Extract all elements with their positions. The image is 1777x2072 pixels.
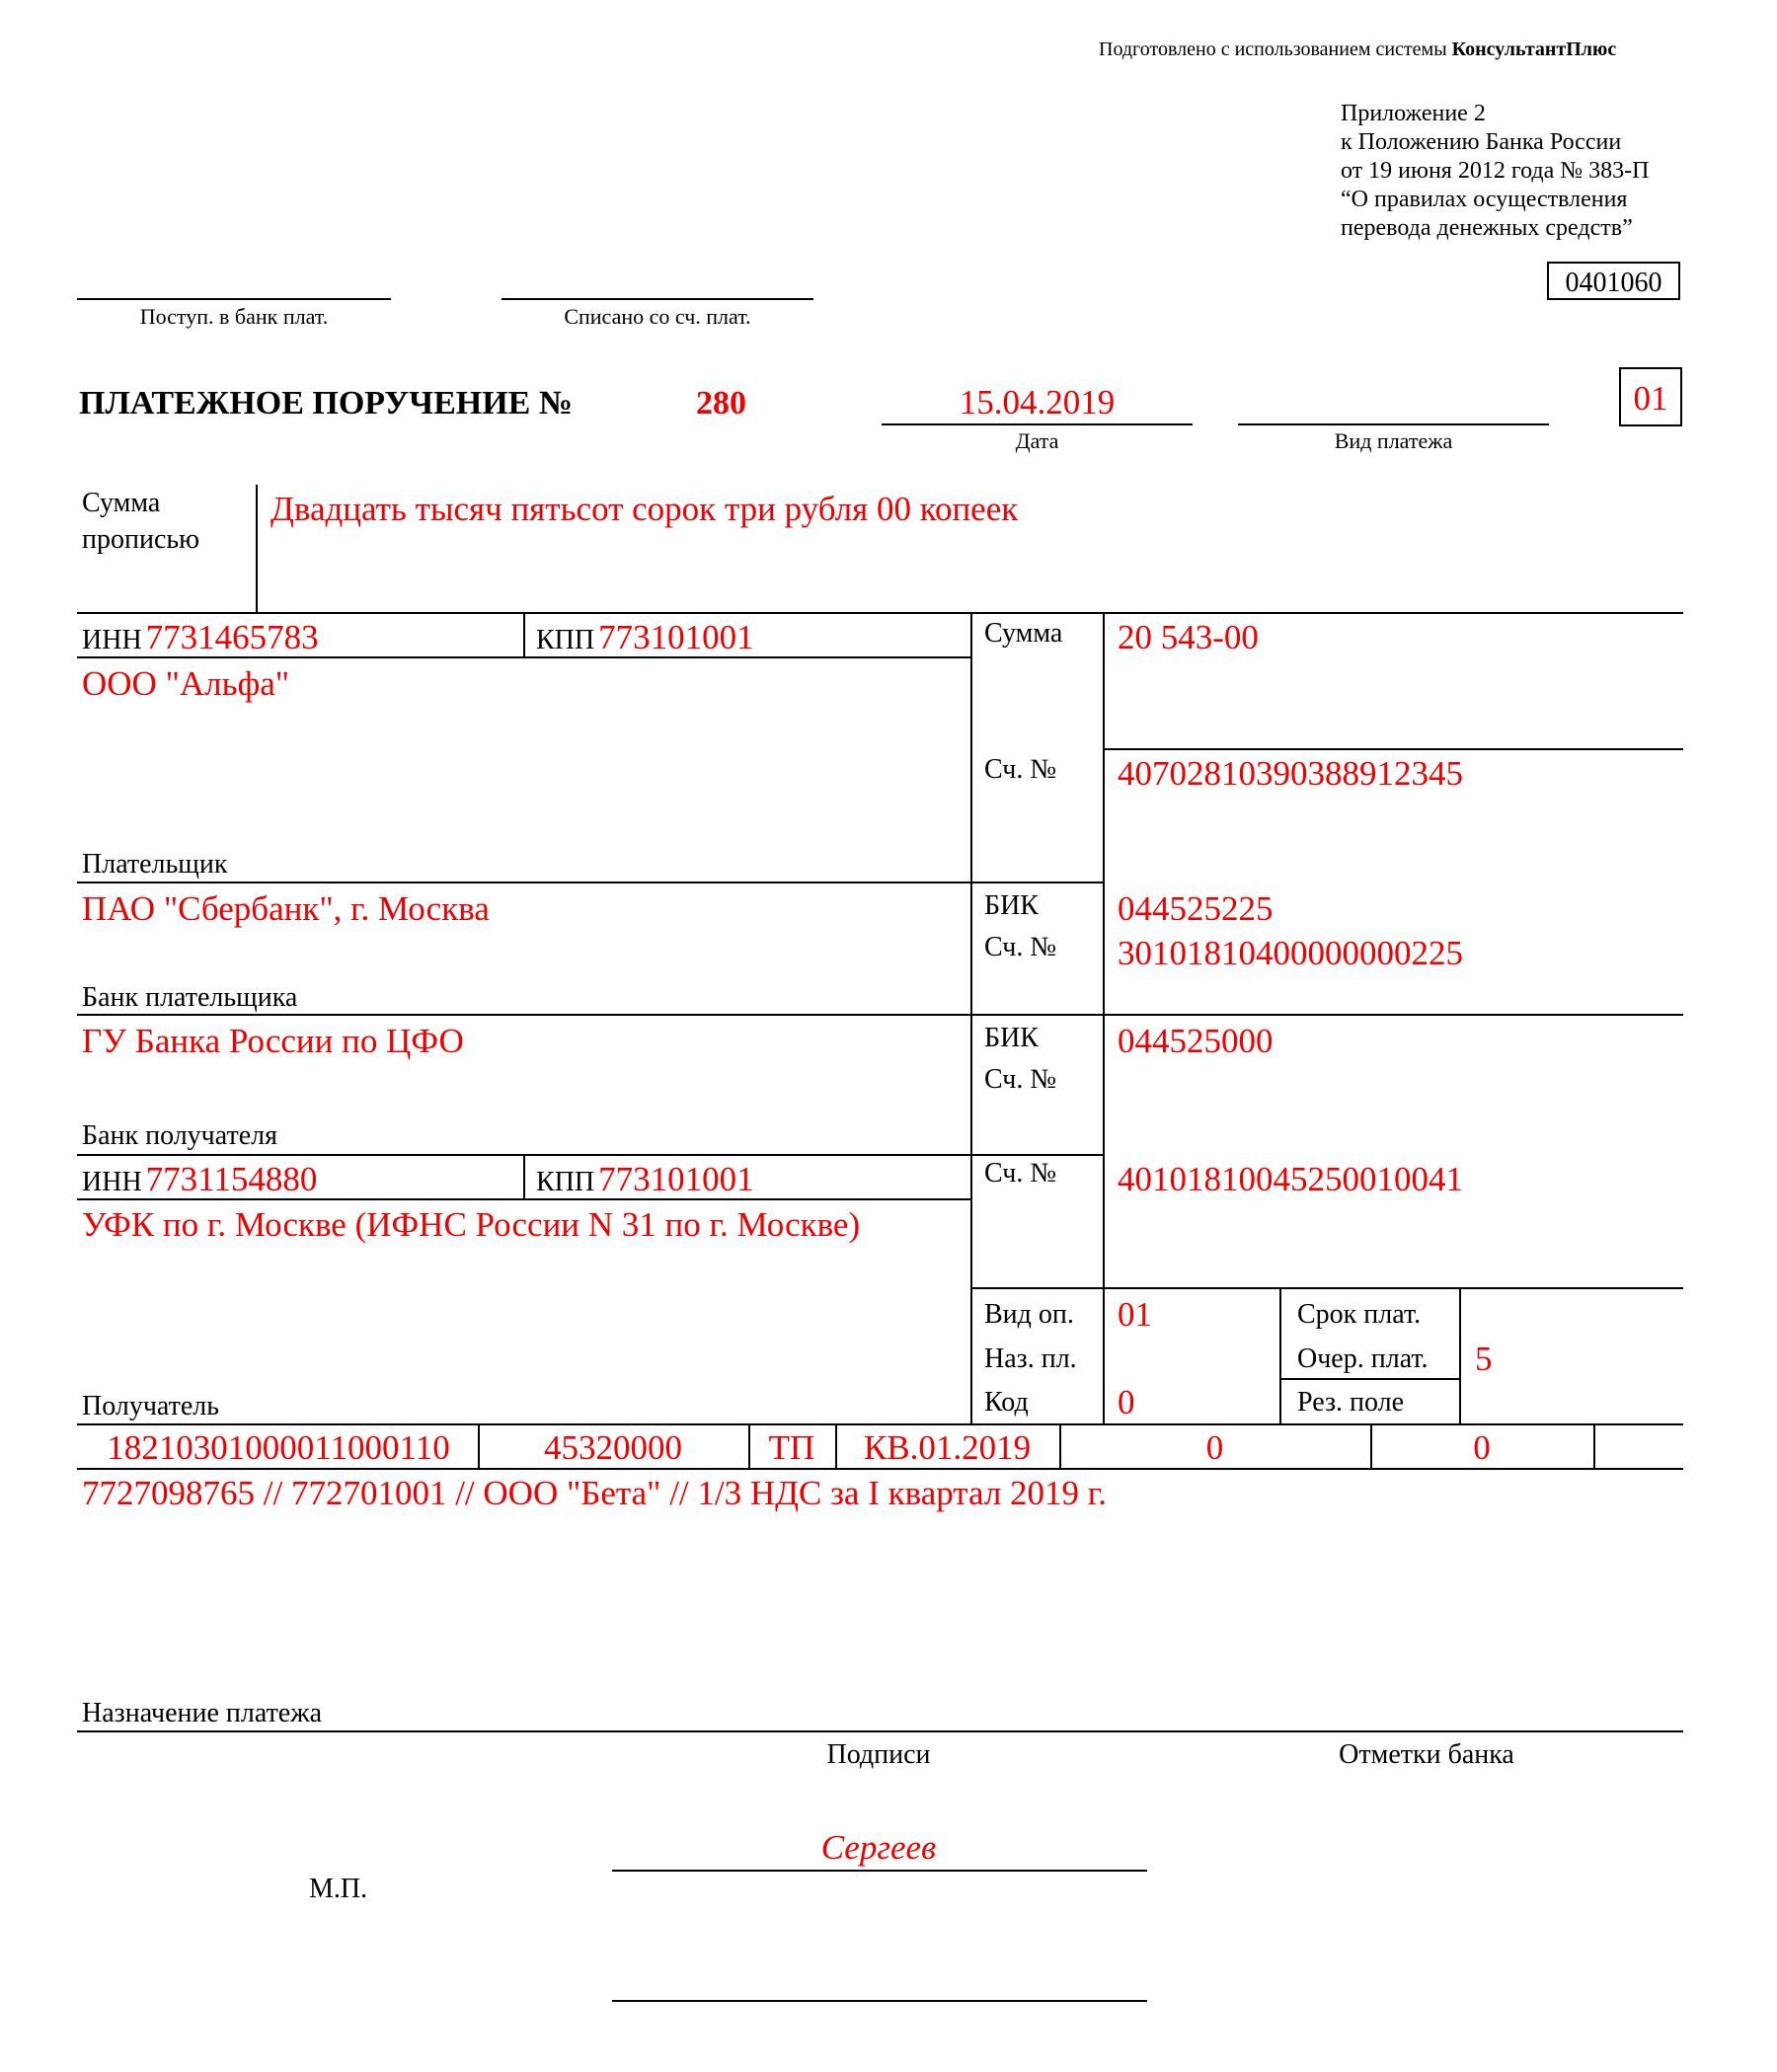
stamp-label: М.П. xyxy=(309,1874,368,1904)
received-label: Поступ. в банк плат. xyxy=(139,304,329,329)
form-code-box xyxy=(1547,262,1680,300)
payer-bank-corr-account: 30101810400000000225 xyxy=(1118,934,1463,972)
payer-inn: 7731465783 xyxy=(145,618,319,656)
appendix-line: Приложение 2 xyxy=(1341,101,1486,126)
payer-bank-acc-label: Сч. № xyxy=(984,932,1057,962)
payee-inn: 7731154880 xyxy=(145,1160,318,1198)
received-line xyxy=(77,298,391,300)
grid-line xyxy=(77,656,970,658)
payer-kpp-field xyxy=(536,620,754,654)
payee-bank-acc-label: Сч. № xyxy=(984,1064,1057,1095)
grid-line xyxy=(1459,1287,1461,1423)
payer-account: 40702810390388912345 xyxy=(1118,754,1463,793)
payer-kpp: 773101001 xyxy=(598,618,754,656)
second-signature-line xyxy=(612,2000,1147,2002)
payment-purpose: 7727098765 // 772701001 // ООО "Бета" // 1/3 НДС за I квартал 2019 г. xyxy=(82,1474,1107,1512)
payer-inn-field xyxy=(82,620,319,654)
grid-line xyxy=(1279,1287,1281,1423)
amount-words-label: прописью xyxy=(82,524,200,555)
order-date: 15.04.2019 xyxy=(959,383,1116,422)
appendix-line: “О правилах осуществления xyxy=(1341,187,1628,212)
payee-bank-bik-label: БИК xyxy=(984,1023,1039,1053)
payer-bank-bik-label: БИК xyxy=(984,890,1039,921)
payee-inn-label: ИНН xyxy=(82,1167,142,1197)
grid-line xyxy=(77,882,1103,883)
payer-inn-label: ИНН xyxy=(82,625,142,655)
grid-line xyxy=(1593,1423,1595,1468)
payee-bank-bik: 044525000 xyxy=(1118,1022,1274,1060)
op-type-label: Вид оп. xyxy=(984,1299,1074,1330)
appendix-line: к Положению Банка России xyxy=(1341,129,1622,155)
purpose-code-label: Наз. пл. xyxy=(984,1343,1077,1374)
grid-line xyxy=(523,1154,525,1198)
document-title: ПЛАТЕЖНОЕ ПОРУЧЕНИЕ № xyxy=(79,385,574,422)
payer-bank-name: ПАО "Сбербанк", г. Москва xyxy=(82,889,490,928)
payee-bank-label: Банк получателя xyxy=(82,1120,277,1151)
appendix-line: от 19 июня 2012 года № 383-П xyxy=(1341,158,1650,184)
grid-line xyxy=(77,1468,1683,1470)
grid-line xyxy=(970,1287,1683,1289)
doc-number: 0 xyxy=(1205,1428,1224,1467)
payee-kpp-label: КПП xyxy=(536,1167,595,1197)
payee-account: 40101810045250010041 xyxy=(1118,1160,1463,1198)
priority-value: 5 xyxy=(1475,1340,1493,1378)
oktmo: 45320000 xyxy=(544,1428,682,1467)
code-value: 0 xyxy=(1118,1383,1135,1421)
status-box xyxy=(1619,367,1682,426)
grid-line xyxy=(77,1423,1683,1425)
order-number: 280 xyxy=(696,385,746,422)
tax-basis: ТП xyxy=(768,1428,815,1467)
date-line xyxy=(882,423,1193,425)
doc-date: 0 xyxy=(1473,1428,1491,1467)
payee-account-label: Сч. № xyxy=(984,1158,1057,1189)
payee-kpp-field xyxy=(536,1162,754,1196)
grid-line xyxy=(77,612,1683,614)
reserve-label: Рез. поле xyxy=(1297,1387,1405,1418)
form-code: 0401060 xyxy=(1565,268,1662,298)
code-label: Код xyxy=(984,1387,1029,1418)
grid-line xyxy=(77,1730,1683,1732)
payment-type-label: Вид платежа xyxy=(1334,428,1453,453)
op-type: 01 xyxy=(1118,1295,1152,1334)
signature-line xyxy=(612,1870,1147,1872)
prepared-note xyxy=(1099,39,1616,59)
debited-line xyxy=(502,298,813,300)
payee-inn-field xyxy=(82,1162,317,1196)
grid-line xyxy=(1103,612,1105,1423)
payer-kpp-label: КПП xyxy=(536,625,595,655)
payee-bank-name: ГУ Банка России по ЦФО xyxy=(82,1022,464,1060)
date-label: Дата xyxy=(1015,428,1059,453)
grid-line xyxy=(77,1154,1103,1156)
signatures-label: Подписи xyxy=(826,1739,931,1770)
amount-words-label: Сумма xyxy=(82,488,161,518)
debited-label: Списано со сч. плат. xyxy=(564,304,751,329)
grid-line xyxy=(970,612,972,1423)
grid-line xyxy=(523,612,525,656)
payer-bank-bik: 044525225 xyxy=(1118,889,1274,928)
priority-label: Очер. плат. xyxy=(1297,1343,1429,1374)
bank-marks-label: Отметки банка xyxy=(1339,1739,1514,1770)
kbk: 18210301000011000110 xyxy=(107,1428,450,1467)
payer-status: 01 xyxy=(1633,379,1668,418)
tax-period: КВ.01.2019 xyxy=(863,1428,1032,1467)
amount-value: 20 543-00 xyxy=(1118,618,1259,656)
amount-label: Сумма xyxy=(984,618,1063,649)
grid-line xyxy=(77,1198,970,1200)
grid-line xyxy=(1103,748,1683,750)
payment-type-line xyxy=(1238,423,1549,425)
purpose-label: Назначение платежа xyxy=(82,1698,323,1728)
payer-bank-label: Банк плательщика xyxy=(82,982,298,1013)
grid-line xyxy=(77,1014,1683,1016)
payer-account-label: Сч. № xyxy=(984,754,1057,785)
amount-words-divider xyxy=(256,485,258,613)
appendix-line: перевода денежных средств” xyxy=(1341,215,1633,241)
prepared-prefix: Подготовлено с использованием системы xyxy=(1099,38,1447,60)
grid-line xyxy=(1279,1378,1459,1380)
term-label: Срок плат. xyxy=(1297,1299,1422,1330)
payee-label: Получатель xyxy=(82,1391,220,1421)
amount-in-words: Двадцать тысяч пятьсот сорок три рубля 00 копеек xyxy=(270,490,1019,528)
prepared-brand: КонсультантПлюс xyxy=(1451,38,1617,60)
signature: Сергеев xyxy=(820,1828,937,1867)
payer-name: ООО "Альфа" xyxy=(82,664,290,703)
payer-label: Плательщик xyxy=(82,849,228,880)
payee-kpp: 773101001 xyxy=(598,1160,754,1198)
payee-name: УФК по г. Москве (ИФНС России N 31 по г. Москве) xyxy=(82,1205,861,1244)
